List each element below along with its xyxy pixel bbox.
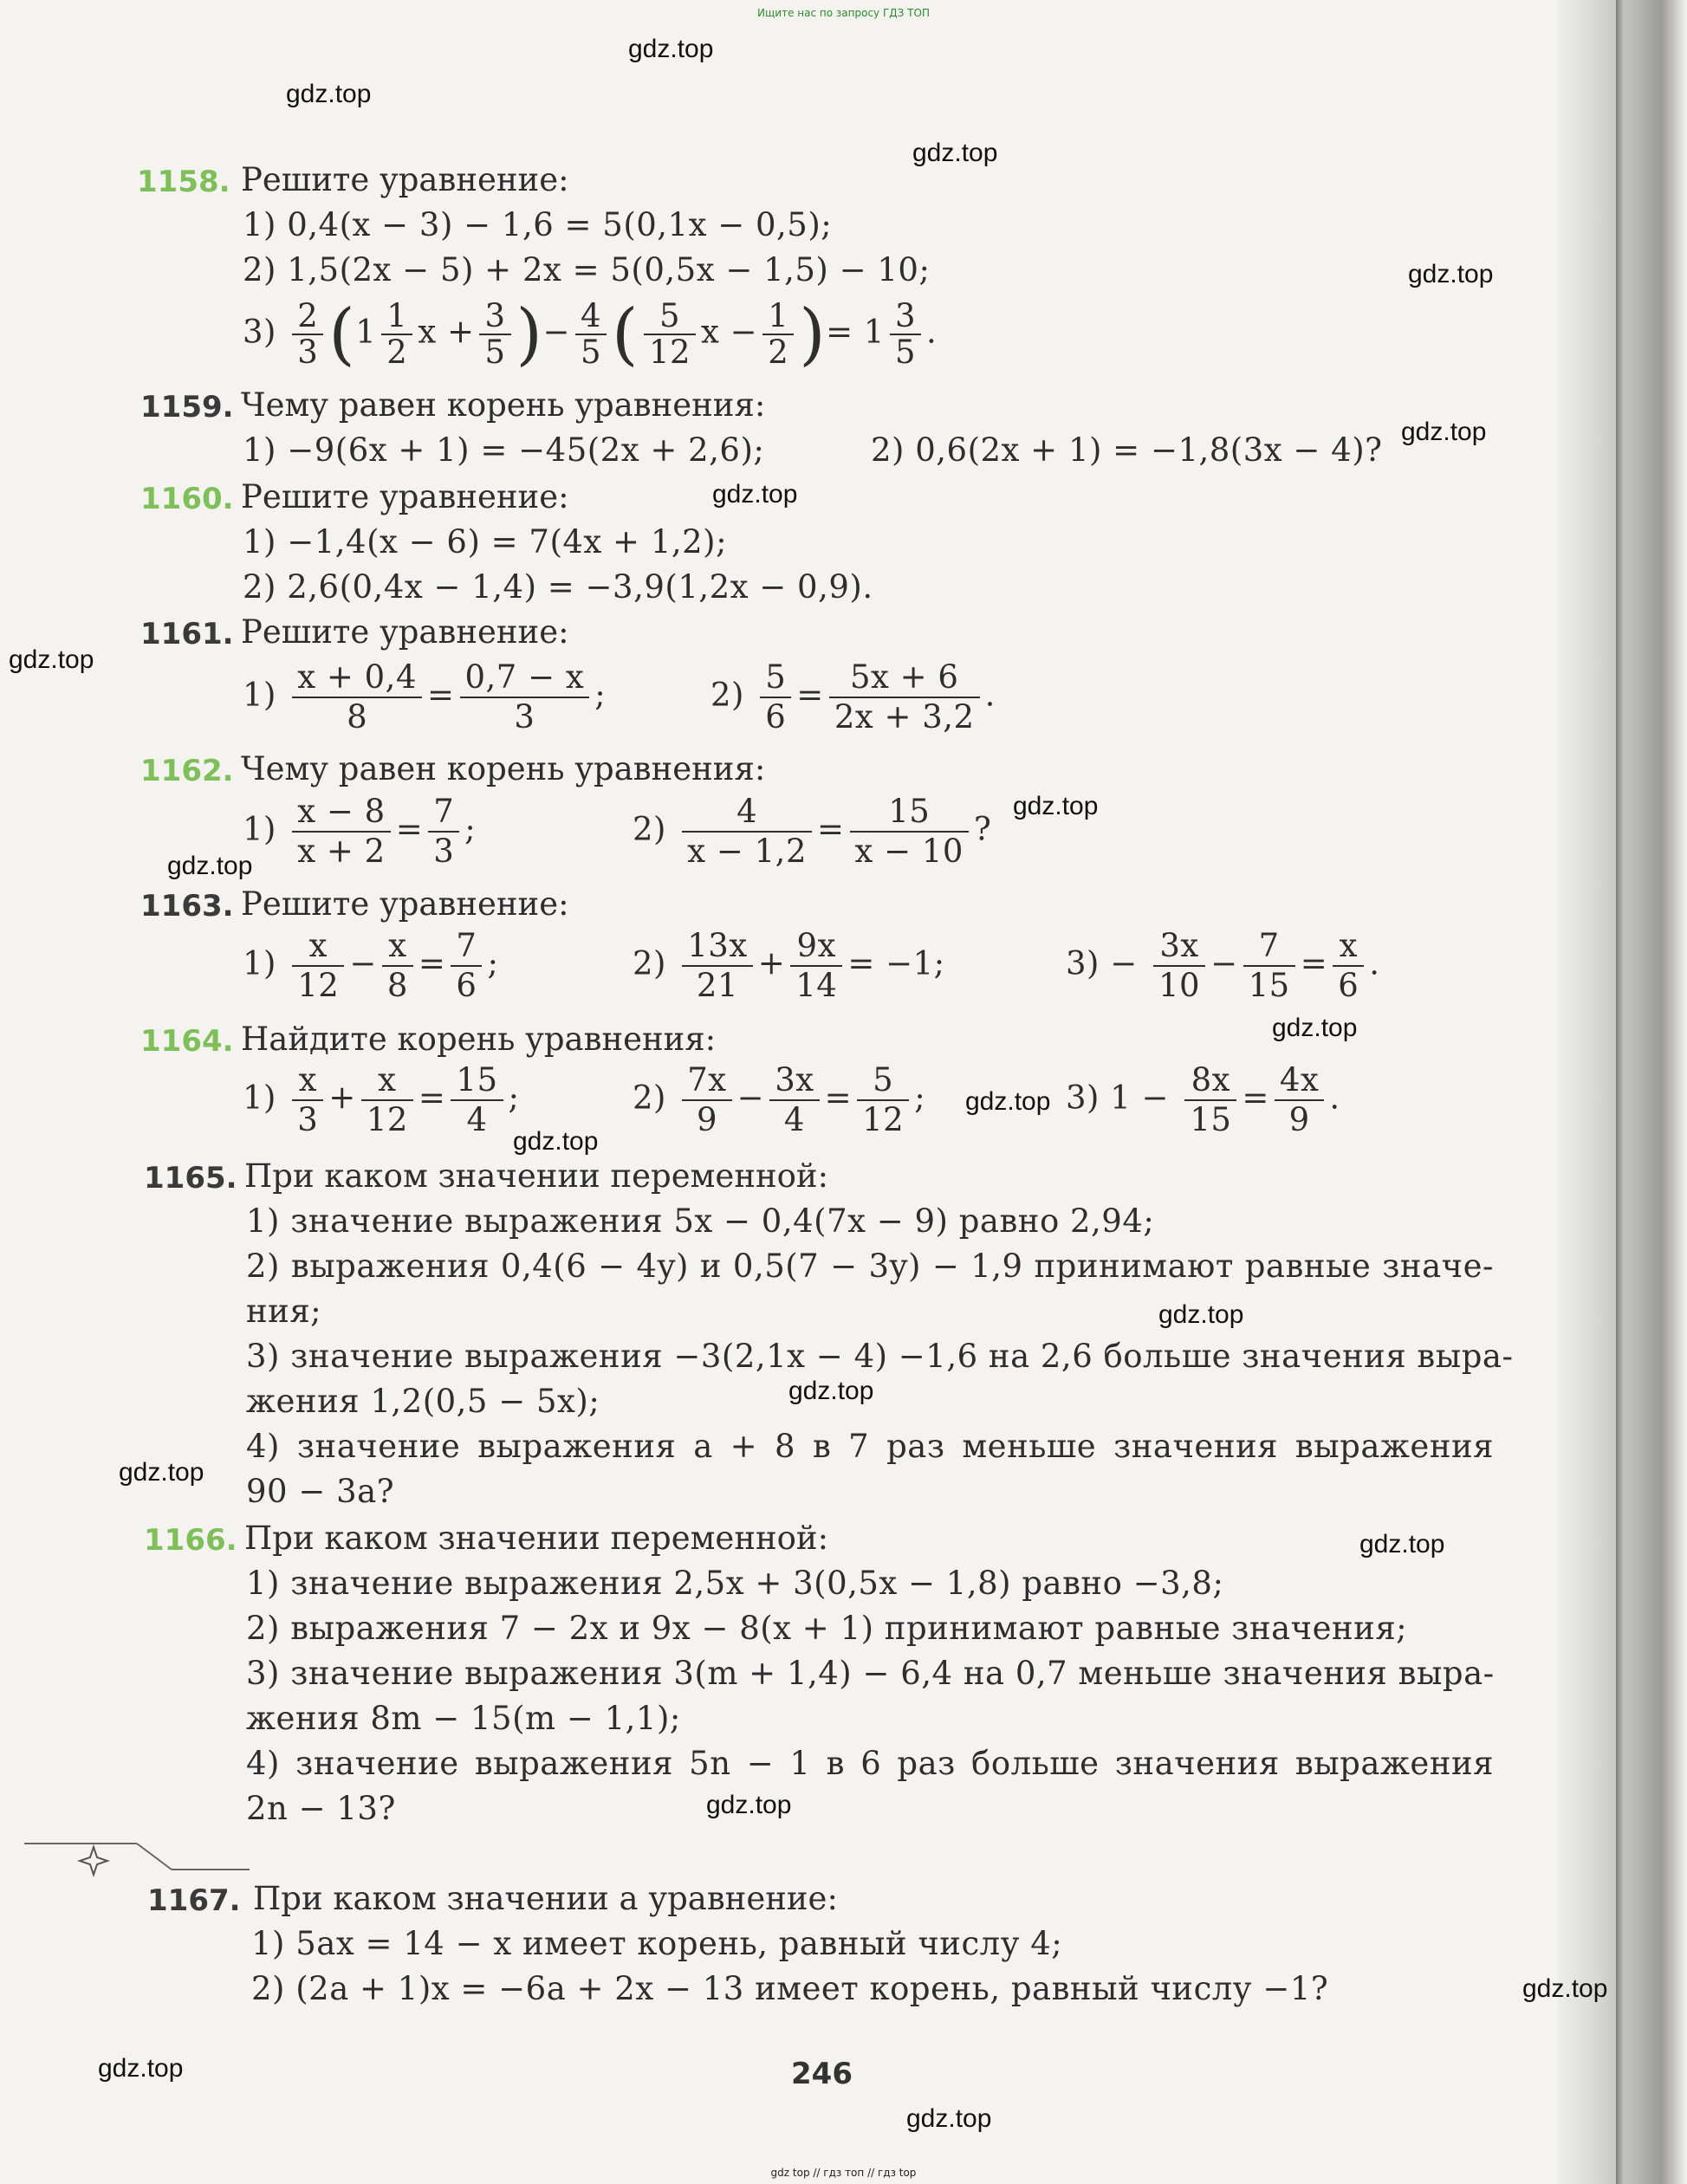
sparkle-separator-icon (24, 1835, 258, 1878)
fraction: $\frac{5}{6}$ (760, 658, 791, 736)
item-label: 3) (243, 313, 276, 351)
equation-line-fractions: 1) $\frac{x}{12}$ − $\frac{x}{8}$ = $\frac{7}{6}$ ; (243, 927, 499, 1004)
fraction: $\frac{x - 8}{x + 2}$ (292, 793, 390, 871)
problem-heading: Найдите корень уравнения: (241, 1021, 717, 1058)
page-number: 246 (791, 2057, 853, 2091)
fraction: $\frac{7}{6}$ (451, 927, 482, 1005)
fraction: $\frac{x}{12}$ (361, 1061, 413, 1139)
problem-heading: Решите уравнение: (241, 478, 569, 515)
problem-heading: При каком значении переменной: (244, 1520, 829, 1557)
fraction: $\frac{7}{3}$ (428, 793, 459, 871)
fraction: $\frac{3}{5}$ (479, 299, 510, 370)
equation-line-fractions: 1) $\frac{x}{3}$ + $\frac{x}{12}$ = $\frac{15}{4}$ ; (243, 1061, 520, 1138)
fraction: $\frac{7}{15}$ (1243, 927, 1295, 1005)
problem-number: 1166. (144, 1523, 237, 1558)
problem-item: 1) 5ax = 14 − x имеет корень, равный числу 4; (251, 1925, 1063, 1962)
problem-number: 1164. (140, 1024, 234, 1059)
watermark: gdz.top (706, 1791, 792, 1819)
watermark: gdz.top (906, 2104, 992, 2133)
problem-item: 3) значение выражения 3(m + 1,4) − 6,4 на 0,7 меньше значения выра- (246, 1655, 1495, 1692)
problem-heading: Решите уравнение: (241, 613, 569, 651)
equation-line-fractions: 3) 1 − $\frac{8x}{15}$ = $\frac{4x}{9}$ . (1066, 1061, 1340, 1138)
fraction: $\frac{1}{2}$ (762, 299, 794, 370)
problem-item: 3) значение выражения −3(2,1x − 4) −1,6 на 2,6 больше значения выра- (246, 1338, 1514, 1375)
problem-number: 1158. (137, 165, 230, 199)
equation-line-fractions: 3) $\frac{2}{3}$ (1 $\frac{1}{2}$ x + $\frac{3}{5}$ )− $\frac{4}{5}$ ( $\frac{5}{12}$ x − $\frac{1}{2}$ )= 1 $\frac{3}{5}$ . (243, 295, 938, 373)
fraction: $\frac{3}{5}$ (890, 299, 921, 370)
equation-line-fractions: 2) $\frac{4}{x - 1,2}$ = $\frac{15}{x - 10}$ ? (633, 793, 992, 870)
watermark: gdz.top (1013, 792, 1099, 820)
fraction: $\frac{2}{3}$ (292, 299, 323, 370)
watermark: gdz.top (712, 480, 798, 509)
watermark: gdz.top (1401, 418, 1487, 446)
problem-item: 1) значение выражения 5x − 0,4(7x − 9) равно 2,94; (246, 1202, 1155, 1240)
problem-item: 1) значение выражения 2,5x + 3(0,5x − 1,8) равно −3,8; (246, 1565, 1224, 1602)
problem-heading: При каком значении переменной: (244, 1157, 829, 1195)
problem-number: 1165. (144, 1161, 237, 1196)
fraction: $\frac{9x}{14}$ (790, 927, 842, 1005)
watermark: gdz.top (788, 1377, 874, 1405)
fraction: $\frac{x}{8}$ (382, 927, 413, 1005)
equation-line: 2) 1,5(2x − 5) + 2x = 5(0,5x − 1,5) − 10; (243, 251, 931, 288)
watermark: gdz.top (167, 852, 253, 880)
equation-line: 1) −1,4(x − 6) = 7(4x + 1,2); (243, 523, 728, 561)
problem-number: 1162. (140, 754, 234, 788)
problem-number: 1167. (147, 1883, 241, 1918)
problem-item-cont: ния; (246, 1293, 322, 1330)
fraction: $\frac{13x}{21}$ (682, 927, 752, 1005)
watermark: gdz.top (1359, 1530, 1445, 1559)
problem-heading: Решите уравнение: (241, 161, 569, 198)
problem-item: 2) выражения 0,4(6 − 4y) и 0,5(7 − 3y) − 1,9 принимают равные значе- (246, 1248, 1494, 1285)
watermark: gdz.top (1522, 1974, 1608, 2003)
problem-number: 1160. (140, 482, 234, 516)
fraction: $\frac{4}{x - 1,2}$ (682, 793, 812, 871)
watermark: gdz.top (119, 1458, 204, 1487)
watermark: gdz.top (9, 645, 94, 674)
fraction: $\frac{3x}{10}$ (1153, 927, 1205, 1005)
problem-heading: Чему равен корень уравнения: (241, 386, 766, 424)
watermark: gdz.top (1158, 1300, 1244, 1329)
problem-number: 1159. (140, 390, 234, 424)
fraction: $\frac{5}{12}$ (857, 1061, 909, 1139)
equation-line-fractions: 3) − $\frac{3x}{10}$ − $\frac{7}{15}$ = $\frac{x}{6}$ . (1066, 927, 1380, 1004)
fraction: $\frac{15}{x - 10}$ (850, 793, 969, 871)
book-spine-edge (1616, 0, 1625, 2184)
footer-text: gdz top // гдз топ // гдз top (770, 2167, 917, 2179)
problem-item-cont: жения 1,2(0,5 − 5x); (246, 1383, 600, 1420)
fraction: $\frac{5}{12}$ (644, 299, 696, 370)
watermark: gdz.top (513, 1127, 599, 1156)
problem-item-cont: 90 − 3a? (246, 1473, 395, 1510)
problem-item: 2) (2a + 1)x = −6a + 2x − 13 имеет корень, равный числу −1? (251, 1970, 1329, 2007)
equation-line-fractions: 1) $\frac{x + 0,4}{8}$ = $\frac{0,7 - x}{3}$ ; (243, 658, 607, 736)
equation-line-fractions: 2) $\frac{7x}{9}$ − $\frac{3x}{4}$ = $\frac{5}{12}$ ; (633, 1061, 926, 1138)
equation-line: 1) −9(6x + 1) = −45(2x + 2,6); (243, 431, 765, 469)
equation-line-fractions: 2) $\frac{5}{6}$ = $\frac{5x + 6}{2x + 3,2}$ . (710, 658, 996, 736)
fraction: $\frac{4}{5}$ (575, 299, 607, 370)
equation-line: 1) 0,4(x − 3) − 1,6 = 5(0,1x − 0,5); (243, 206, 833, 243)
fraction: $\frac{5x + 6}{2x + 3,2}$ (829, 658, 980, 736)
problem-heading: При каком значении a уравнение: (253, 1880, 838, 1917)
fraction: $\frac{x}{6}$ (1333, 927, 1364, 1005)
fraction: $\frac{7x}{9}$ (682, 1061, 731, 1139)
fraction: $\frac{x}{3}$ (292, 1061, 323, 1139)
equation-line: 2) 0,6(2x + 1) = −1,8(3x − 4)? (871, 431, 1383, 469)
equation-line: 2) 2,6(0,4x − 1,4) = −3,9(1,2x − 0,9). (243, 568, 873, 606)
top-banner: Ищите нас по запросу ГДЗ ТОП (757, 7, 930, 19)
problem-item: 2) выражения 7 − 2x и 9x − 8(x + 1) принимают равные значения; (246, 1610, 1408, 1647)
fraction: $\frac{1}{2}$ (381, 299, 412, 370)
fraction: $\frac{x}{12}$ (292, 927, 344, 1005)
watermark: gdz.top (1408, 260, 1494, 288)
watermark: gdz.top (1272, 1014, 1358, 1042)
problem-number: 1163. (140, 889, 234, 924)
fraction: $\frac{4x}{9}$ (1275, 1061, 1324, 1139)
equation-line-fractions: 1) $\frac{x - 8}{x + 2}$ = $\frac{7}{3}$ ; (243, 793, 477, 870)
fraction: $\frac{x + 0,4}{8}$ (292, 658, 422, 736)
problem-item-cont: жения 8m − 15(m − 1,1); (246, 1700, 681, 1737)
fraction: $\frac{0,7 - x}{3}$ (460, 658, 590, 736)
fraction: $\frac{3x}{4}$ (769, 1061, 819, 1139)
problem-heading: Решите уравнение: (241, 885, 569, 923)
problem-heading: Чему равен корень уравнения: (241, 750, 766, 787)
fraction: $\frac{15}{4}$ (451, 1061, 503, 1139)
fraction: $\frac{8x}{15}$ (1184, 1061, 1236, 1139)
watermark: gdz.top (965, 1087, 1051, 1116)
problem-item: 4) значение выражения a + 8 в 7 раз меньше значения выражения (246, 1428, 1494, 1465)
equation-line-fractions: 2) $\frac{13x}{21}$ + $\frac{9x}{14}$ = −1; (633, 927, 945, 1004)
watermark: gdz.top (98, 2054, 184, 2083)
watermark: gdz.top (286, 80, 372, 108)
problem-number: 1161. (140, 617, 234, 651)
problem-item-cont: 2n − 13? (246, 1790, 396, 1827)
watermark: gdz.top (912, 139, 998, 167)
problem-item: 4) значение выражения 5n − 1 в 6 раз больше значения выражения (246, 1745, 1494, 1782)
watermark: gdz.top (628, 35, 714, 63)
